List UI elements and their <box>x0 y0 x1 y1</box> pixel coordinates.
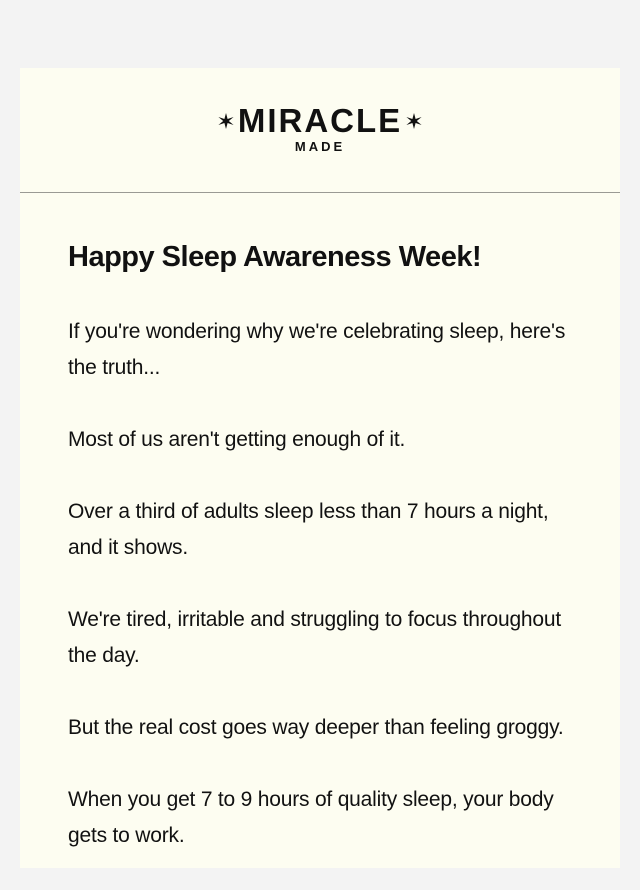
paragraph-3: Over a third of adults sleep less than 7 hours a night, and it shows. <box>68 500 549 559</box>
email-body <box>68 314 588 890</box>
email-header <box>20 68 620 193</box>
brand-wordmark <box>214 104 426 137</box>
paragraph-1: If you're wondering why we're celebrating sleep, here's the truth... <box>68 320 566 379</box>
email-heading: Happy Sleep Awareness Week! <box>68 241 482 273</box>
paragraph-4: We're tired, irritable and struggling to focus throughout the day. <box>68 608 562 667</box>
brand-logo[interactable] <box>20 104 620 153</box>
star-right-icon <box>406 113 422 129</box>
email-card <box>20 68 620 868</box>
paragraph-6: When you get 7 to 9 hours of quality sleep, your body gets to work. <box>68 788 554 847</box>
brand-subtitle: MADE <box>294 139 346 154</box>
paragraph-2: Most of us aren't getting enough of it. <box>68 428 406 451</box>
star-left-icon <box>218 113 234 129</box>
paragraph-5: But the real cost goes way deeper than feeling groggy. <box>68 716 564 739</box>
brand-name: MIRACLE <box>237 102 403 139</box>
